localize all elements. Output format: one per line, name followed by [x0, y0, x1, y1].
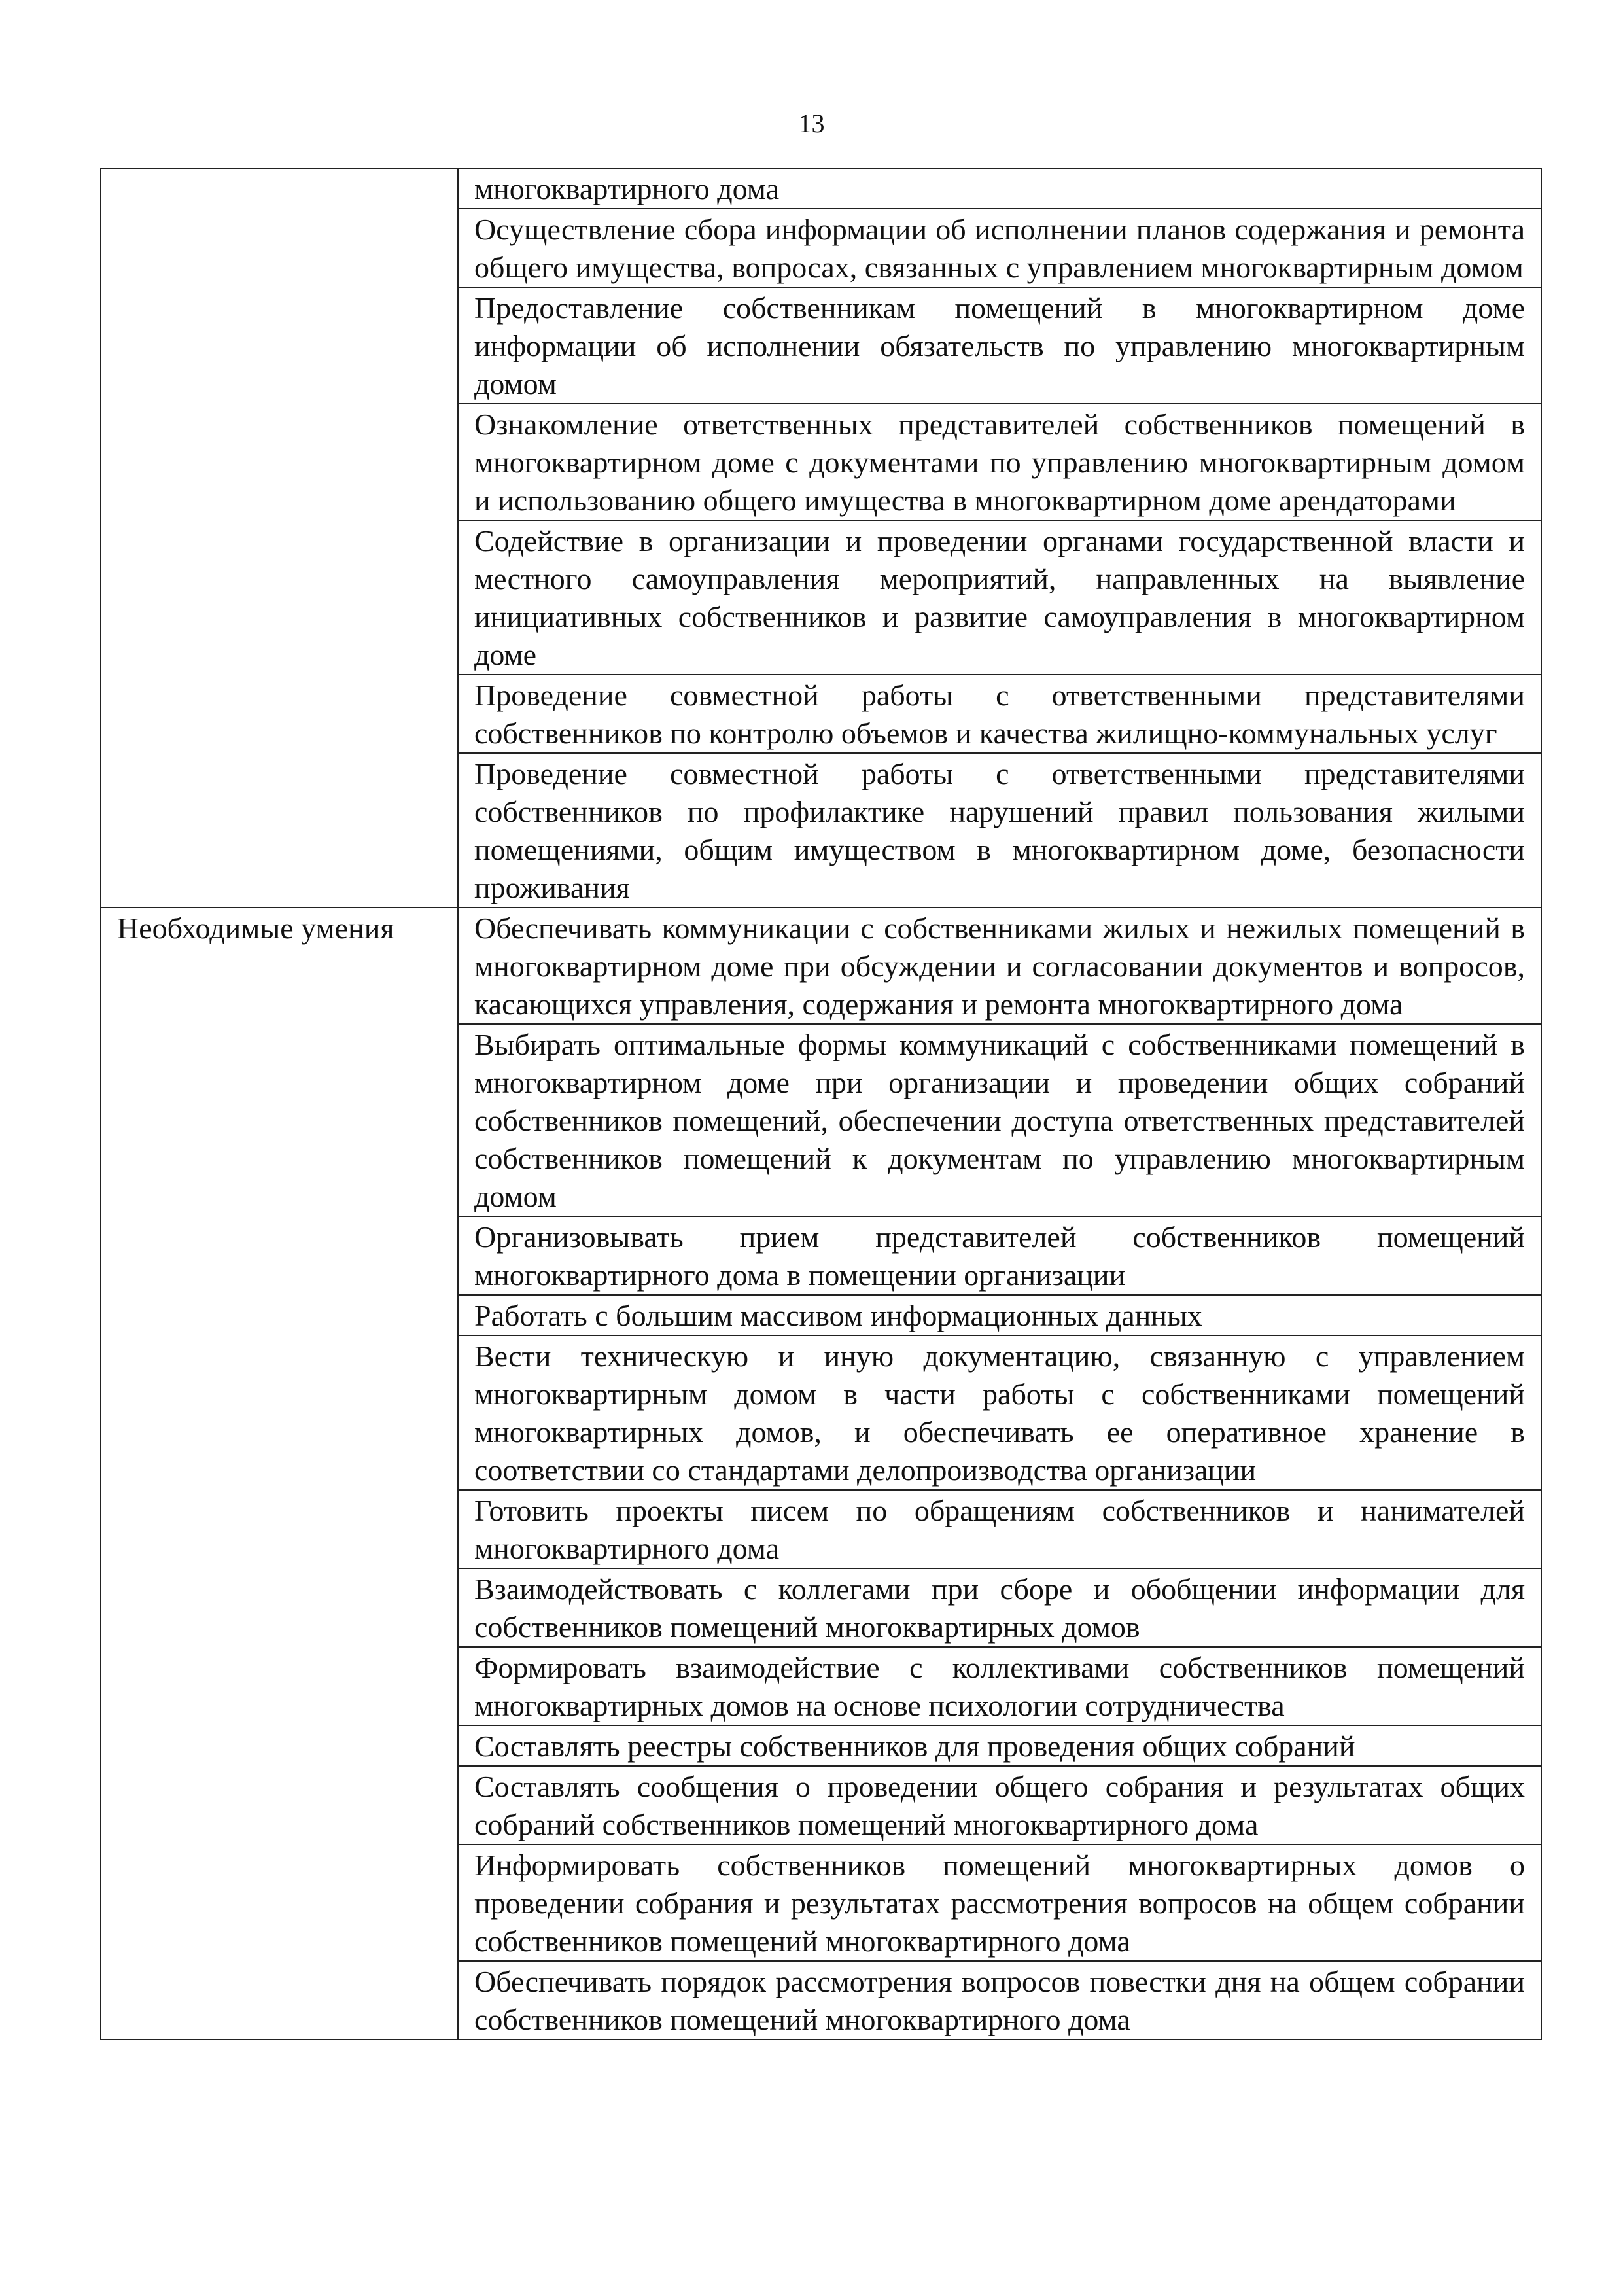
- table-cell-item: Информировать собственников помещений многоквартирных домов о проведении собрания и результатах рассмотрения вопросов на общем собрании собственников помещений многоквартирного дома: [458, 1845, 1541, 1961]
- table-cell-item: Работать с большим массивом информационных данных: [458, 1295, 1541, 1335]
- table-cell-item: Организовывать прием представителей собственников помещений многоквартирного дома в помещении организации: [458, 1216, 1541, 1295]
- table-row: [101, 168, 1541, 209]
- table-cell-item: Предоставление собственникам помещений в многоквартирном доме информации об исполнении обязательств по управлению многоквартирным домом: [458, 287, 1541, 404]
- table-cell-item: Составлять сообщения о проведении общего собрания и результатах общих собраний собственников помещений многоквартирного дома: [458, 1766, 1541, 1845]
- table-cell-item: Взаимодействовать с коллегами при сборе и обобщении информации для собственников помещений многоквартирных домов: [458, 1568, 1541, 1647]
- table-cell-item: Готовить проекты писем по обращениям собственников и нанимателей многоквартирного дома: [458, 1490, 1541, 1568]
- table-row: [101, 908, 1541, 1024]
- table-cell-item: Вести техническую и иную документацию, связанную с управлением многоквартирным домом в части работы с собственниками помещений многоквартирных домов, и обеспечивать ее оперативное хранение в соответствии со стандартами делопроизводства организации: [458, 1335, 1541, 1490]
- table-cell-item: Формировать взаимодействие с коллективами собственников помещений многоквартирных домов на основе психологии сотрудничества: [458, 1647, 1541, 1725]
- page-number: 13: [798, 109, 825, 138]
- section-label-skills: Необходимые умения: [101, 908, 458, 2040]
- table-cell-item: многоквартирного дома: [458, 168, 1541, 209]
- section-label-continued: [101, 168, 458, 908]
- table-cell-item: Обеспечивать коммуникации с собственниками жилых и нежилых помещений в многоквартирном доме при обсуждении и согласовании документов и вопросов, касающихся управления, содержания и ремонта многоквартирного дома: [458, 908, 1541, 1024]
- table-cell-item: Содействие в организации и проведении органами государственной власти и местного самоуправления мероприятий, направленных на выявление инициативных собственников и развитие самоуправления в многоквартирном доме: [458, 520, 1541, 675]
- table-cell-item: Обеспечивать порядок рассмотрения вопросов повестки дня на общем собрании собственников помещений многоквартирного дома: [458, 1961, 1541, 2040]
- requirements-table: [100, 168, 1542, 2040]
- table-cell-item: Составлять реестры собственников для проведения общих собраний: [458, 1725, 1541, 1766]
- table-cell-item: Ознакомление ответственных представителей собственников помещений в многоквартирном доме с документами по управлению многоквартирным домом и использованию общего имущества в многоквартирном доме арендаторами: [458, 404, 1541, 520]
- table-cell-item: Осуществление сбора информации об исполнении планов содержания и ремонта общего имущества, вопросах, связанных с управлением многоквартирным домом: [458, 209, 1541, 287]
- table-cell-item: Проведение совместной работы с ответственными представителями собственников по профилактике нарушений правил пользования жилыми помещениями, общим имуществом в многоквартирном доме, безопасности проживания: [458, 753, 1541, 908]
- table-cell-item: Выбирать оптимальные формы коммуникаций с собственниками помещений в многоквартирном доме при организации и проведении общих собраний собственников помещений, обеспечении доступа ответственных представителей собственников помещений к документам по управлению многоквартирным домом: [458, 1024, 1541, 1216]
- table-cell-item: Проведение совместной работы с ответственными представителями собственников по контролю объемов и качества жилищно-коммунальных услуг: [458, 675, 1541, 753]
